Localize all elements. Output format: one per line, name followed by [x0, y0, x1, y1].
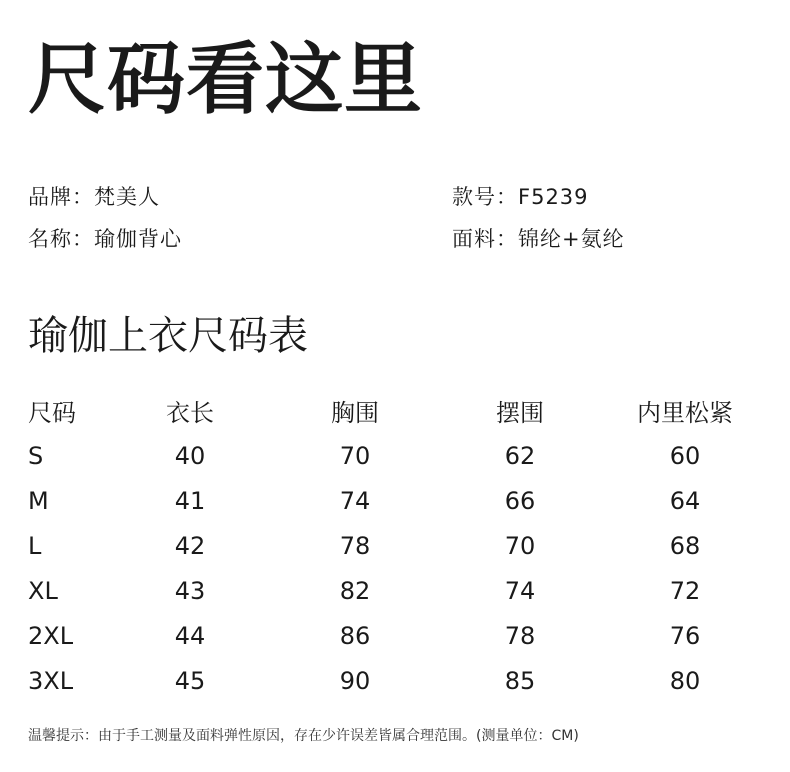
table-row	[18, 523, 760, 568]
header-hem: 摆围	[496, 399, 544, 427]
size-cell: M	[28, 486, 49, 515]
size-table	[18, 388, 760, 703]
product-name-label: 名称：	[28, 227, 94, 251]
size-cell: 3XL	[28, 666, 74, 695]
chest-cell: 78	[339, 531, 371, 560]
table-row	[18, 568, 760, 613]
product-name-row	[28, 224, 182, 254]
page-title: 尺码看这里	[28, 35, 424, 125]
inner-elastic-cell: 68	[669, 531, 701, 560]
style-number-value: F5239	[518, 185, 589, 209]
fabric-value: 锦纶+氨纶	[518, 227, 625, 251]
header-chest: 胸围	[331, 399, 379, 427]
hem-cell: 70	[504, 531, 536, 560]
length-cell: 43	[174, 576, 206, 605]
fabric-row	[452, 224, 625, 254]
header-inner-elastic: 内里松紧	[637, 399, 733, 427]
hem-cell: 62	[504, 441, 536, 470]
table-header-row	[18, 388, 760, 433]
table-row	[18, 478, 760, 523]
brand-value: 梵美人	[94, 185, 160, 209]
size-cell: L	[28, 531, 42, 560]
fabric-label: 面料：	[452, 227, 518, 251]
table-row	[18, 613, 760, 658]
hem-cell: 74	[504, 576, 536, 605]
header-length: 衣长	[166, 399, 214, 427]
inner-elastic-cell: 80	[669, 666, 701, 695]
table-row	[18, 433, 760, 478]
brand-row	[28, 182, 160, 212]
chest-cell: 86	[339, 621, 371, 650]
table-row	[18, 658, 760, 703]
inner-elastic-cell: 76	[669, 621, 701, 650]
length-cell: 41	[174, 486, 206, 515]
length-cell: 42	[174, 531, 206, 560]
style-number-row	[452, 182, 589, 212]
inner-elastic-cell: 60	[669, 441, 701, 470]
chest-cell: 74	[339, 486, 371, 515]
length-cell: 44	[174, 621, 206, 650]
size-cell: XL	[28, 576, 58, 605]
chest-cell: 90	[339, 666, 371, 695]
style-number-label: 款号：	[452, 185, 518, 209]
length-cell: 40	[174, 441, 206, 470]
product-name-value: 瑜伽背心	[94, 227, 182, 251]
header-size: 尺码	[28, 399, 76, 427]
hem-cell: 78	[504, 621, 536, 650]
brand-label: 品牌：	[28, 185, 94, 209]
size-chart-title: 瑜伽上衣尺码表	[28, 313, 308, 359]
size-cell: 2XL	[28, 621, 74, 650]
chest-cell: 70	[339, 441, 371, 470]
chest-cell: 82	[339, 576, 371, 605]
inner-elastic-cell: 72	[669, 576, 701, 605]
hem-cell: 85	[504, 666, 536, 695]
inner-elastic-cell: 64	[669, 486, 701, 515]
measurement-note: 温馨提示：由于手工测量及面料弹性原因，存在少许误差皆属合理范围。(测量单位：CM)	[28, 728, 579, 744]
size-cell: S	[28, 441, 44, 470]
length-cell: 45	[174, 666, 206, 695]
hem-cell: 66	[504, 486, 536, 515]
